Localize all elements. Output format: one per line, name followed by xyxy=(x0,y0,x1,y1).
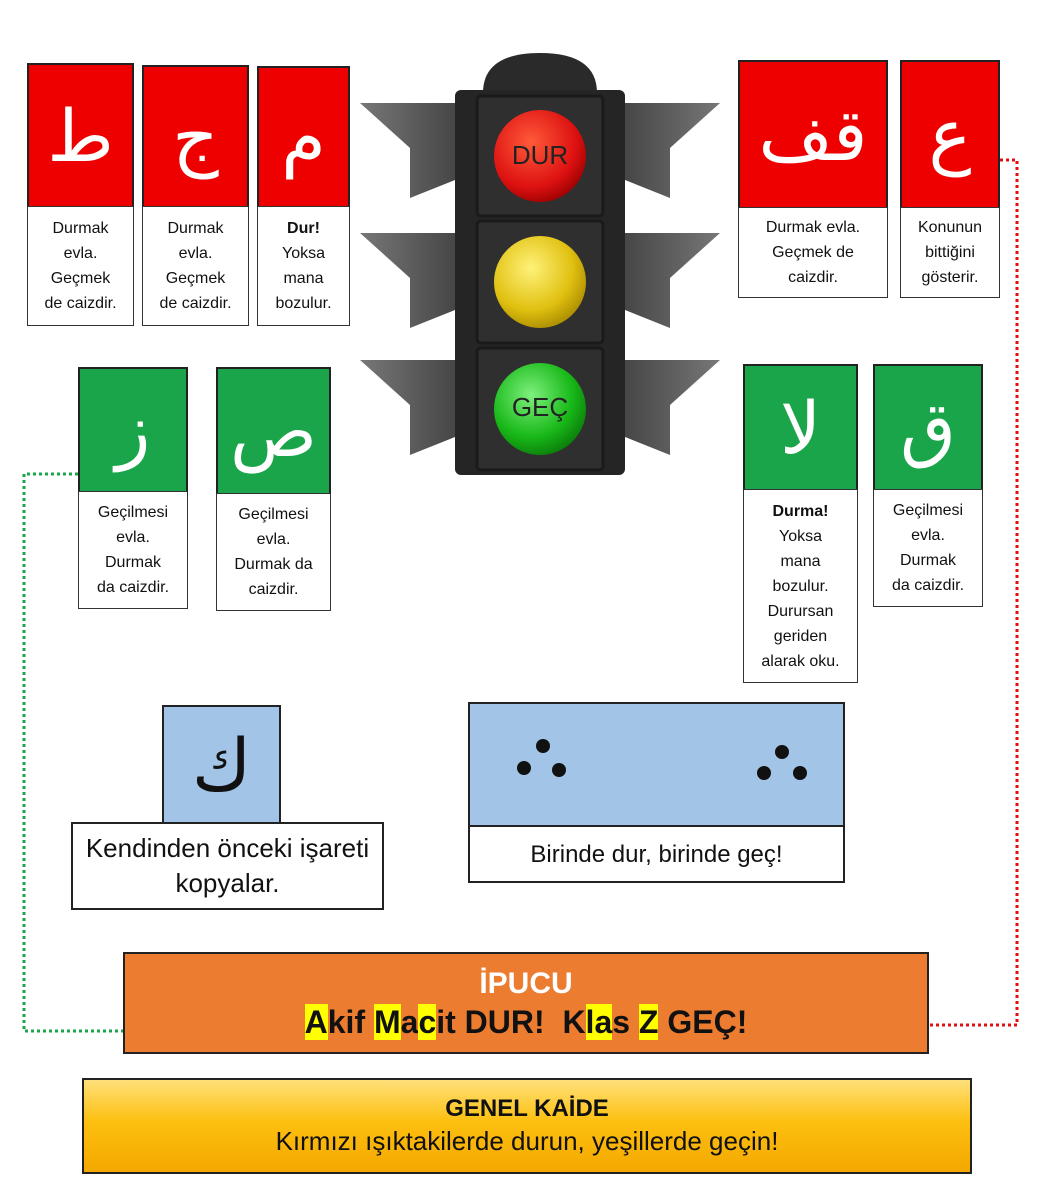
hint-part: s xyxy=(612,1004,639,1040)
qif-letter: قف xyxy=(758,92,868,177)
green-connector xyxy=(24,474,212,1031)
hint-part: it xyxy=(436,1004,456,1040)
la-line: bozulur. xyxy=(772,577,829,595)
rule-box xyxy=(82,1078,972,1174)
sad-line: evla. xyxy=(256,531,291,548)
ta-letter: ط xyxy=(47,93,114,178)
la-line: alarak oku. xyxy=(761,652,840,670)
jim-line: evla. xyxy=(178,245,213,262)
kaf-line: kopyalar. xyxy=(175,868,280,898)
hint-part: GEÇ! xyxy=(658,1004,748,1040)
jim-letter: ج xyxy=(172,94,219,179)
ayn-line: gösterir. xyxy=(921,269,979,286)
qaf-letter: ق xyxy=(900,385,956,470)
qaf-line: da caizdir. xyxy=(891,577,965,594)
zay-line: evla. xyxy=(116,529,150,546)
sad-line: caizdir. xyxy=(248,581,299,598)
hint-box xyxy=(123,952,929,1054)
mim-line: Yoksa xyxy=(281,245,325,262)
zay-line: Geçilmesi xyxy=(97,504,169,521)
la-letter: لا xyxy=(779,385,822,470)
hint-part-highlighted: c xyxy=(418,1004,437,1040)
sad-line: Geçilmesi xyxy=(238,506,309,523)
jim-line: de caizdir. xyxy=(159,295,232,312)
la-bold: Durma! xyxy=(772,502,829,520)
sad-letter: ص xyxy=(229,389,318,473)
kaf-line: Kendinden önceki işareti xyxy=(85,833,370,863)
mim-line: mana xyxy=(283,270,324,287)
rule-text: Kırmızı ışıktakilerde durun, yeşillerde geçin! xyxy=(275,1126,779,1156)
mim-bold: Dur! xyxy=(287,220,320,237)
qif-line: Geçmek de xyxy=(772,244,854,261)
hint-part-highlighted: la xyxy=(585,1004,613,1040)
dots-line: Birinde dur, birinde geç! xyxy=(530,840,783,868)
qaf-line: Durmak xyxy=(899,552,956,569)
la-line: geriden xyxy=(773,627,828,645)
kaf-letter: ك xyxy=(191,723,252,807)
qaf-line: Geçilmesi xyxy=(892,502,964,519)
jim-line: Geçmek xyxy=(165,270,226,287)
la-line: Yoksa xyxy=(778,527,822,545)
ayn-line: bittiğini xyxy=(925,244,975,261)
mim-letter: م xyxy=(281,95,326,179)
red-connector xyxy=(856,160,1017,1025)
hint-part: a xyxy=(400,1004,419,1040)
qif-line: caizdir. xyxy=(788,269,838,286)
rule-title: GENEL KAİDE xyxy=(445,1095,609,1122)
ta-line: Geçmek xyxy=(50,270,111,287)
hint-part: DUR! K xyxy=(455,1004,586,1040)
hint-part-highlighted: M xyxy=(373,1004,401,1040)
hint-title: İPUCU xyxy=(479,967,573,1000)
gec-label: GEÇ xyxy=(511,392,569,422)
ayn-line: Konunun xyxy=(917,219,983,236)
hint-part-highlighted: Z xyxy=(638,1004,659,1040)
ayn-letter: ع xyxy=(928,92,972,177)
zay-line: da caizdir. xyxy=(96,579,170,596)
mim-line: bozulur. xyxy=(275,295,332,312)
la-line: mana xyxy=(780,552,821,570)
ta-line: evla. xyxy=(63,245,98,262)
zay-line: Durmak xyxy=(104,554,161,571)
jim-line: Durmak xyxy=(167,220,224,237)
hint-text xyxy=(125,1002,927,1042)
qaf-line: evla. xyxy=(911,527,945,544)
ta-line: de caizdir. xyxy=(44,295,117,312)
qif-line: Durmak evla. xyxy=(765,219,861,236)
hint-part-highlighted: A xyxy=(304,1004,328,1040)
ta-line: Durmak xyxy=(52,220,109,237)
dur-label: DUR xyxy=(511,140,569,170)
zay-letter: ز xyxy=(115,388,151,472)
sad-line: Durmak da xyxy=(234,556,313,573)
la-line: Durursan xyxy=(767,602,834,620)
hint-part: kif xyxy=(327,1004,374,1040)
